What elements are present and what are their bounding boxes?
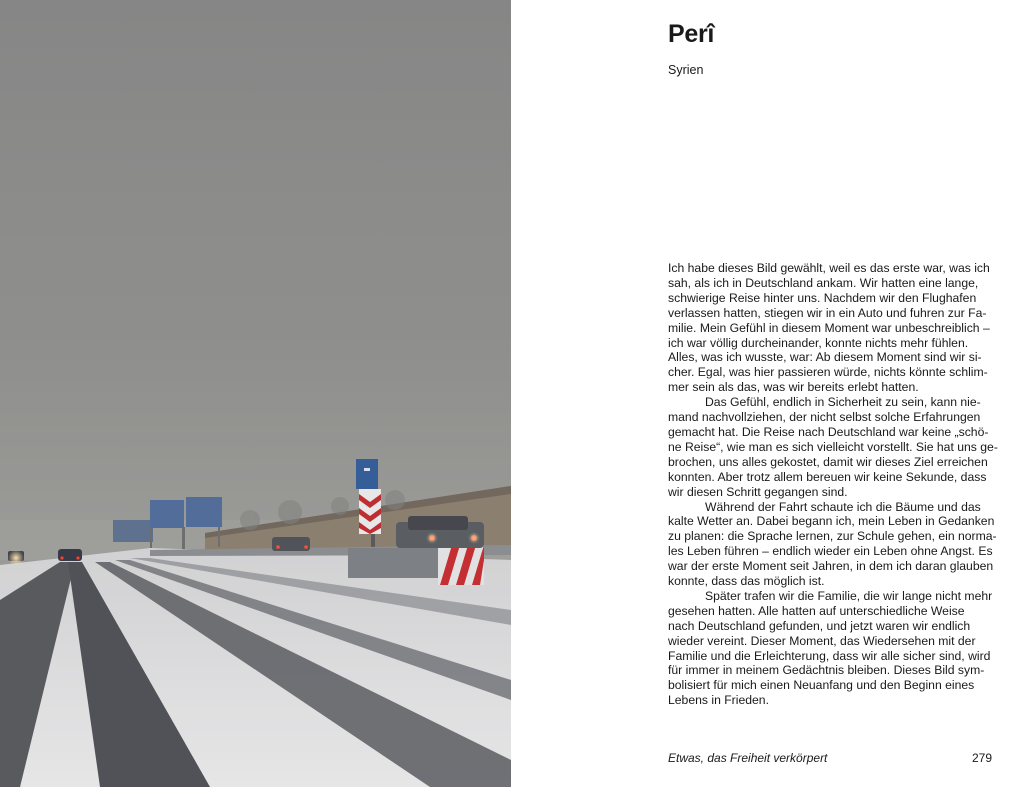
- body-line: ich war völlig durcheinander, konnte nichts mehr fühlen.: [668, 335, 969, 350]
- body-line: Später trafen wir die Familie, die wir lange nicht mehr: [705, 588, 993, 603]
- body-line: wieder vereint. Dieser Moment, das Wiedersehen mit der: [668, 633, 976, 648]
- body-line: zu planen: die Sprache lernen, zur Schule gehen, ein norma-: [668, 529, 997, 544]
- body-line: war der erste Moment seit Jahren, in dem ich daran glauben: [668, 559, 994, 574]
- body-line: Das Gefühl, endlich in Sicherheit zu sein, kann nie-: [705, 395, 981, 410]
- page-number: 279: [971, 751, 992, 765]
- body-line: cher. Egal, was hier passieren würde, nichts könnte schlim-: [668, 365, 988, 380]
- body-line: konnten. Aber trotz allem bereuen wir keine Sekunde, dass: [668, 469, 987, 484]
- body-line: mer sein als das, was wir bereits erlebt hatten.: [668, 380, 919, 395]
- body-line: Familie und die Erleichterung, dass wir alle sicher sind, wird: [668, 648, 991, 663]
- body-line: für immer in meinem Gedächtnis bleiben. Dieses Bild sym-: [668, 663, 985, 678]
- chapter-title: Perî: [668, 20, 715, 48]
- body-line: bolisiert für mich einen Neuanfang und den Beginn eines: [668, 678, 975, 693]
- footer-book-title: Etwas, das Freiheit verkörpert: [668, 751, 828, 765]
- body-line: les Leben führen – endlich wieder ein Leben ohne Angst. Es: [668, 544, 993, 559]
- body-text: [668, 261, 998, 708]
- body-line: sah, als ich in Deutschland ankam. Wir hatten eine lange,: [668, 275, 979, 290]
- text-page: [511, 0, 1024, 787]
- body-line: wir diesen Schritt gegangen sind.: [668, 484, 848, 499]
- snowy-highway-photo: [0, 0, 511, 787]
- body-line: ne Reise“, wie man es sich vielleicht vorstellt. Sie hat uns ge-: [668, 439, 998, 454]
- body-line: verlassen hatten, stiegen wir in ein Auto und fuhren zur Fa-: [668, 305, 987, 320]
- chapter-country: Syrien: [668, 63, 704, 77]
- body-line: gesehen hatten. Alle hatten auf unterschiedliche Weise: [668, 603, 965, 618]
- body-line: gemacht hat. Die Reise nach Deutschland war keine „schö-: [668, 424, 989, 439]
- body-line: kalte Wetter an. Dabei begann ich, mein Leben in Gedanken: [668, 514, 995, 529]
- body-line: nach Deutschland gefunden, und jetzt waren wir endlich: [668, 618, 971, 633]
- body-line: konnte, dass das möglich ist.: [668, 574, 825, 589]
- body-line: schwierige Reise hinter uns. Nachdem wir den Flughafen: [668, 290, 977, 305]
- body-line: mand nachvollziehen, der nicht selbst solche Erfahrungen: [668, 410, 981, 425]
- body-line: brochen, uns alles gekostet, damit wir dieses Ziel erreichen: [668, 454, 988, 469]
- body-line: Während der Fahrt schaute ich die Bäume und das: [705, 499, 981, 514]
- body-line: Lebens in Frieden.: [668, 693, 769, 708]
- body-line: Ich habe dieses Bild gewählt, weil es das erste war, was ich: [668, 261, 990, 275]
- body-line: Alles, was ich wusste, war: Ab diesem Moment sind wir si-: [668, 350, 982, 365]
- body-line: milie. Mein Gefühl in diesem Moment war unbeschreiblich –: [668, 320, 990, 335]
